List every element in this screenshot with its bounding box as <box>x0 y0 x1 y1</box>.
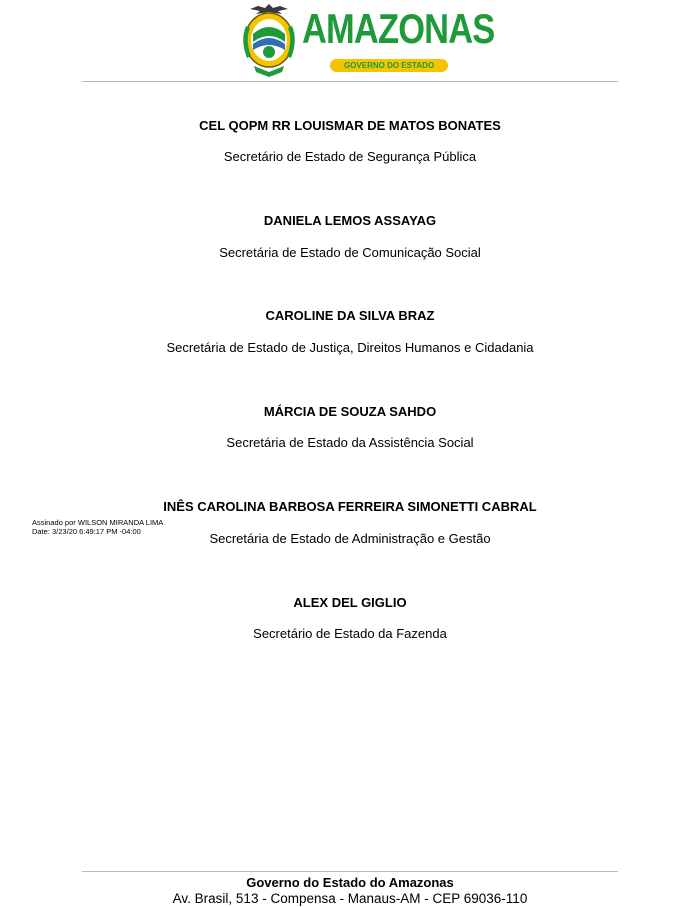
digital-signature-stamp <box>32 519 163 536</box>
signature-signer: Assinado por WILSON MIRANDA LIMA <box>32 518 164 527</box>
footer-title: Governo do Estado do Amazonas <box>246 875 454 890</box>
official-role: Secretária de Estado de Justiça, Direitos Humanos e Cidadania <box>166 340 534 355</box>
page-header <box>0 0 700 80</box>
official-name: DANIELA LEMOS ASSAYAG <box>263 213 437 228</box>
footer-address: Av. Brasil, 513 - Compensa - Manaus-AM - CEP 69036-110 <box>172 891 528 906</box>
logo-title: AMAZONAS <box>302 5 495 52</box>
header-divider <box>82 81 618 82</box>
logo-subtitle: GOVERNO DO ESTADO <box>330 59 448 72</box>
amazonas-logo <box>238 2 495 78</box>
official-name: MÁRCIA DE SOUZA SAHDO <box>263 404 437 419</box>
footer-divider <box>82 871 618 872</box>
official-role: Secretário de Estado de Segurança Pública <box>223 149 477 164</box>
official-role: Secretária de Estado da Assistência Social <box>226 435 474 450</box>
coat-of-arms-icon <box>238 2 300 78</box>
official-name: ALEX DEL GIGLIO <box>293 595 407 610</box>
official-role: Secretária de Estado de Administração e Gestão <box>209 531 491 546</box>
official-role: Secretário de Estado da Fazenda <box>253 626 447 641</box>
official-name: INÊS CAROLINA BARBOSA FERREIRA SIMONETTI CABRAL <box>163 499 537 514</box>
official-role: Secretária de Estado de Comunicação Social <box>219 245 481 260</box>
official-name: CEL QOPM RR LOUISMAR DE MATOS BONATES <box>199 118 501 133</box>
official-name: CAROLINE DA SILVA BRAZ <box>265 308 435 323</box>
signature-date: Date: 3/23/20 6:49:17 PM -04:00 <box>32 526 141 536</box>
